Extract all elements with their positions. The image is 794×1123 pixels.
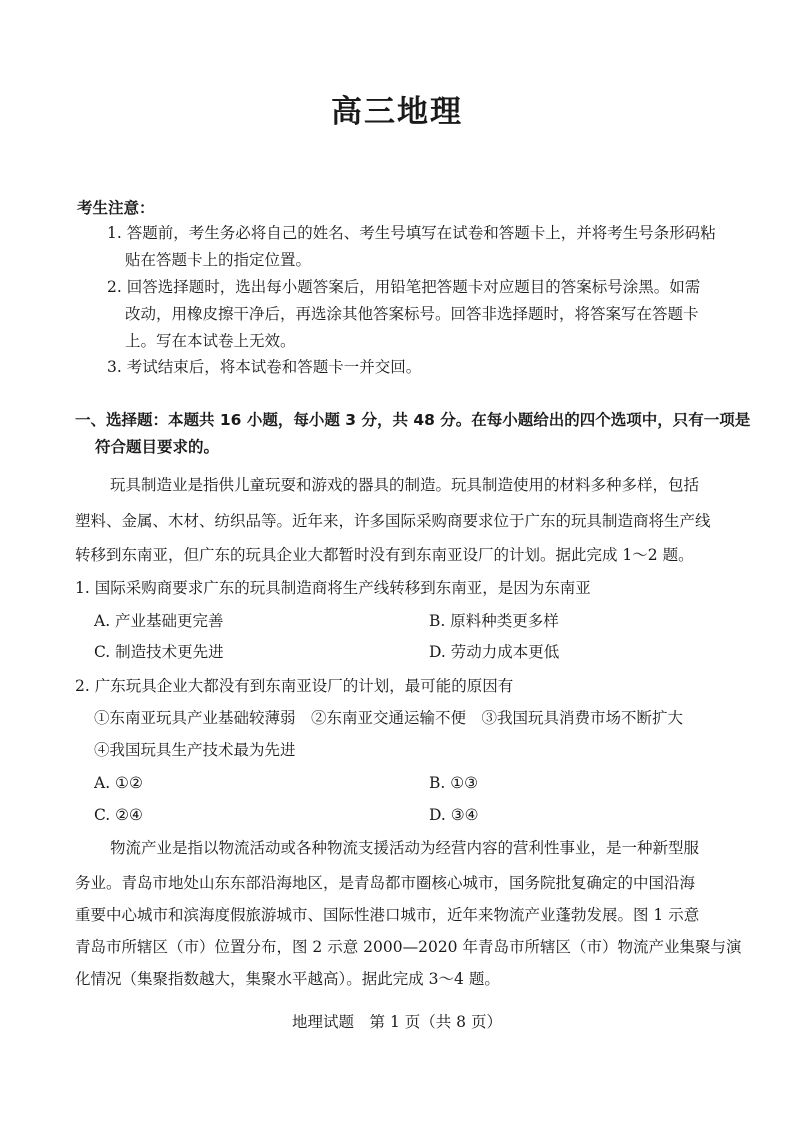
option-a: A. 产业基础更完善 [94, 612, 224, 630]
page-footer: 地理试题 第 1 页（共 8 页） [292, 1013, 502, 1031]
option-d: D. 劳动力成本更低 [429, 643, 560, 661]
option-b: B. 原料种类更多样 [429, 612, 559, 630]
option-d: D. ③④ [429, 806, 479, 824]
option-c: C. 制造技术更先进 [94, 643, 224, 661]
question-items: ④我国玩具生产技术最为先进 [94, 741, 296, 759]
passage-line: 转移到东南亚，但广东的玩具企业大都暂时没有到东南亚设厂的计划。据此完成 1～2 题。 [75, 546, 694, 564]
notice-line: 改动，用橡皮擦干净后，再选涂其他答案标号。回答非选择题时，将答案写在答题卡 [125, 305, 699, 323]
notice-line: 上。写在本试卷上无效。 [125, 332, 296, 350]
notice-heading: 考生注意： [77, 199, 155, 217]
notice-line: 3. 考试结束后，将本试卷和答题卡一并交回。 [107, 358, 422, 376]
option-c: C. ②④ [94, 806, 143, 824]
notice-line: 2. 回答选择题时，选出每小题答案后，用铅笔把答题卡对应题目的答案标号涂黑。如需 [107, 278, 701, 296]
passage-line: 重要中心城市和滨海度假旅游城市、国际性港口城市，近年来物流产业蓬勃发展。图 1 示意 [75, 906, 700, 924]
section-heading-cont: 符合题目要求的。 [95, 438, 220, 456]
question-stem: 2. 广东玩具企业大都没有到东南亚设厂的计划，最可能的原因有 [75, 677, 514, 695]
passage-line: 青岛市所辖区（市）位置分布，图 2 示意 2000—2020 年青岛市所辖区（市）物流产业集聚与演 [75, 938, 742, 956]
notice-line: 1. 答题前，考生务必将自己的姓名、考生号填写在试卷和答题卡上，并将考生号条形码粘 [107, 224, 716, 242]
option-a: A. ①② [94, 774, 143, 792]
passage-line: 塑料、金属、木材、纺织品等。近年来，许多国际采购商要求位于广东的玩具制造商将生产线 [75, 512, 711, 530]
passage-line: 玩具制造业是指供儿童玩耍和游戏的器具的制造。玩具制造使用的材料多种多样，包括 [110, 476, 700, 494]
question-items: ①东南亚玩具产业基础较薄弱 ②东南亚交通运输不便 ③我国玩具消费市场不断扩大 [94, 709, 684, 727]
passage-line: 务业。青岛市地处山东东部沿海地区，是青岛都市圈核心城市，国务院批复确定的中国沿海 [75, 874, 696, 892]
notice-line: 贴在答题卡上的指定位置。 [125, 251, 312, 269]
section-heading: 一、选择题：本题共 16 小题，每小题 3 分，共 48 分。在每小题给出的四个选项中，只有一项是 [75, 411, 751, 429]
passage-line: 物流产业是指以物流活动或各种物流支援活动为经营内容的营利性事业，是一种新型服 [110, 839, 700, 857]
passage-line: 化情况（集聚指数越大，集聚水平越高）。据此完成 3～4 题。 [75, 970, 500, 988]
page-title: 高三地理 [331, 94, 463, 130]
question-stem: 1. 国际采购商要求广东的玩具制造商将生产线转移到东南亚，是因为东南亚 [75, 579, 591, 597]
option-b: B. ①③ [429, 774, 479, 792]
